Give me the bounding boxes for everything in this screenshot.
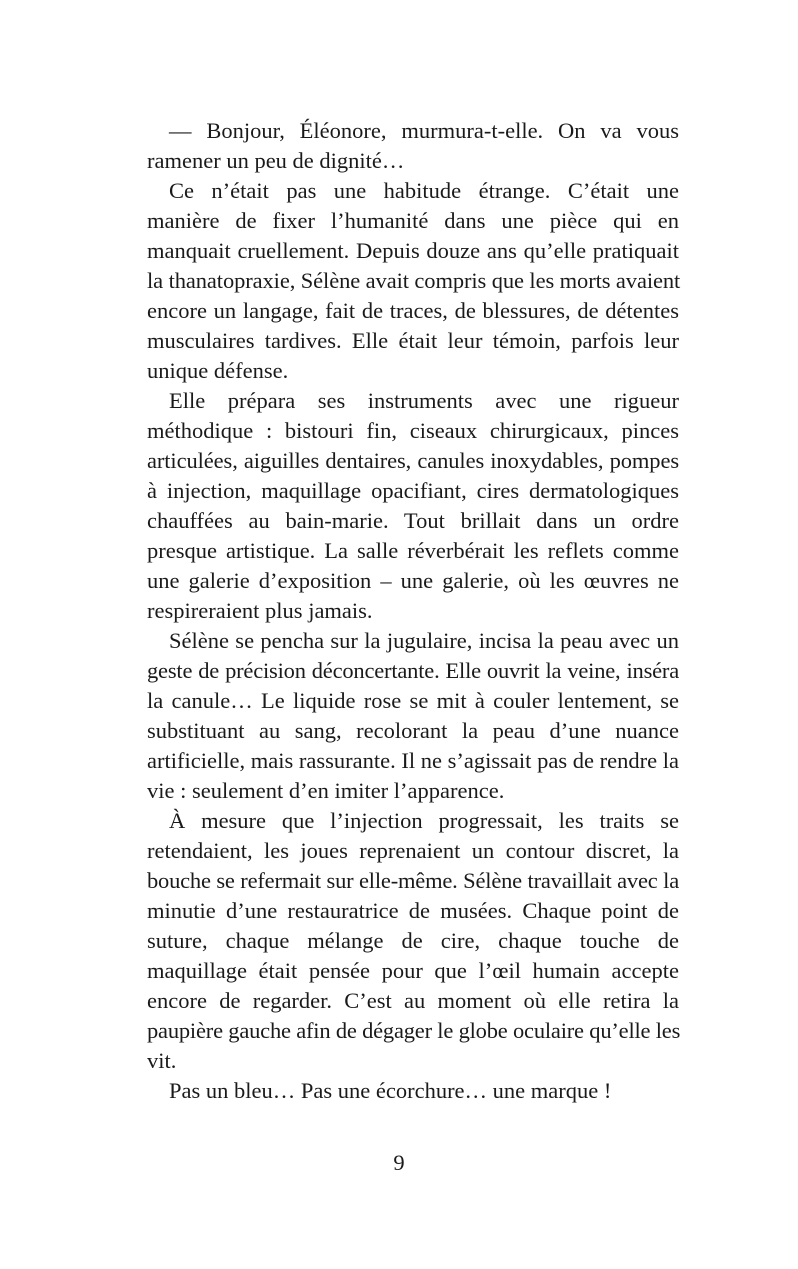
text-line: — Bonjour, Éléonore, murmura-t-elle. On va vous — [169, 118, 679, 143]
text-line: retendaient, les joues reprenaient un contour discret, la — [147, 838, 679, 863]
text-line: une galerie d’exposition – une galerie, où les œuvres ne — [147, 568, 679, 593]
text-line: Sélène se pencha sur la jugulaire, incisa la peau avec un — [169, 628, 679, 653]
text-line: À mesure que l’injection progressait, les traits se — [169, 808, 679, 833]
text-line: musculaires tardives. Elle était leur témoin, parfois leur — [147, 328, 679, 353]
text-line: Elle prépara ses instruments avec une rigueur — [169, 388, 679, 413]
paragraph — [147, 116, 679, 176]
text-line: articulées, aiguilles dentaires, canules inoxydables, pompes — [147, 448, 679, 473]
text-line: suture, chaque mélange de cire, chaque touche de — [147, 928, 679, 953]
body-text — [147, 116, 679, 1106]
text-line: encore de regarder. C’est au moment où elle retira la — [147, 988, 679, 1013]
text-line: artificielle, mais rassurante. Il ne s’agissait pas de rendre la — [147, 748, 679, 773]
text-line: chauffées au bain-marie. Tout brillait dans un ordre — [147, 508, 679, 533]
text-line: geste de précision déconcertante. Elle ouvrit la veine, inséra — [147, 658, 679, 683]
paragraph — [147, 386, 679, 626]
paragraph — [147, 806, 679, 1076]
text-line: encore un langage, fait de traces, de blessures, de détentes — [147, 298, 679, 323]
text-line: ramener un peu de dignité… — [147, 148, 405, 173]
text-line: respireraient plus jamais. — [147, 598, 373, 623]
text-line: bouche se refermait sur elle-même. Sélène travaillait avec la — [147, 868, 679, 893]
paragraph — [147, 176, 679, 386]
paragraph — [147, 626, 679, 806]
text-line: la thanatopraxie, Sélène avait compris que les morts avaient — [147, 268, 681, 293]
page-number: 9 — [393, 1150, 405, 1175]
text-line: maquillage était pensée pour que l’œil humain accepte — [147, 958, 679, 983]
text-line: paupière gauche afin de dégager le globe oculaire qu’elle les — [147, 1018, 681, 1043]
text-line: unique défense. — [147, 358, 289, 383]
text-line: vie : seulement d’en imiter l’apparence. — [147, 778, 505, 803]
text-line: presque artistique. La salle réverbérait les reflets comme — [147, 538, 679, 563]
text-line: à injection, maquillage opacifiant, cires dermatologiques — [147, 478, 679, 503]
text-line: Pas un bleu… Pas une écorchure… une marque ! — [169, 1078, 612, 1103]
text-line: Ce n’était pas une habitude étrange. C’était une — [169, 178, 679, 203]
text-line: manquait cruellement. Depuis douze ans qu’elle pratiquait — [147, 238, 679, 263]
text-line: manière de fixer l’humanité dans une pièce qui en — [147, 208, 679, 233]
text-line: la canule… Le liquide rose se mit à couler lentement, se — [147, 688, 679, 713]
text-line: minutie d’une restauratrice de musées. Chaque point de — [147, 898, 679, 923]
text-line: vit. — [147, 1048, 177, 1073]
paragraph — [147, 1076, 679, 1106]
text-line: substituant au sang, recolorant la peau d’une nuance — [147, 718, 679, 743]
text-line: méthodique : bistouri fin, ciseaux chirurgicaux, pinces — [147, 418, 679, 443]
